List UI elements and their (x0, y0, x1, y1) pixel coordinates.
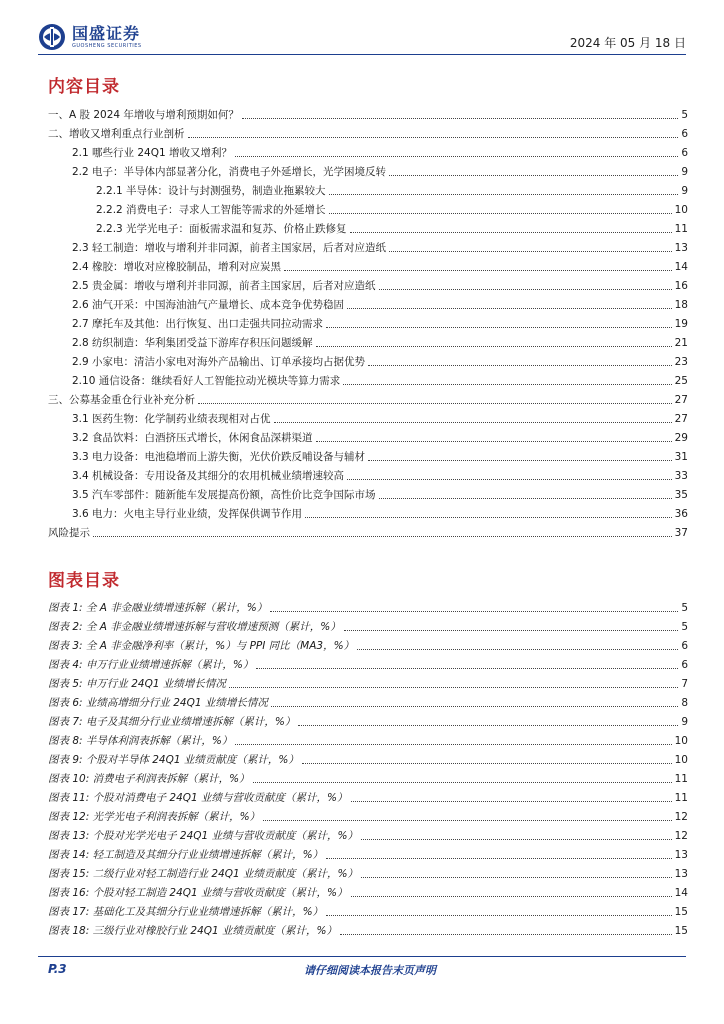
figure-entry[interactable]: 图表 15: 二级行业对轻工制造行业 24Q1 业绩贡献度（累计，%） 13 (48, 868, 688, 880)
toc-entry[interactable]: 2.10 通信设备：继续看好人工智能拉动光模块等算力需求 25 (72, 375, 688, 387)
report-date: 2024 年 05 月 18 日 (569, 36, 686, 50)
toc-entry[interactable]: 3.3 电力设备：电池稳增而上游失衡，光伏价跌反哺设备与辅材 31 (72, 451, 688, 463)
figure-entry[interactable]: 图表 13: 个股对光学光电子 24Q1 业绩与营收贡献度（累计，%） 12 (48, 830, 688, 842)
toc-entry[interactable]: 二、增收又增利重点行业剖析 6 (48, 128, 688, 140)
toc-entry[interactable]: 风险提示 37 (48, 527, 688, 539)
toc-entry[interactable]: 2.2 电子：半导体内部显著分化，消费电子外延增长，光学困境反转 9 (72, 166, 688, 178)
toc-entry[interactable]: 2.7 摩托车及其他：出行恢复、出口走强共同拉动需求 19 (72, 318, 688, 330)
disclaimer-note: 请仔细阅读本报告末页声明 (304, 964, 436, 977)
toc-entry[interactable]: 一、A 股 2024 年增收与增利预期如何？ 5 (48, 109, 688, 121)
toc-entry[interactable]: 2.2.1 半导体：设计与封测强势，制造业拖累较大 9 (96, 185, 688, 197)
figure-entry[interactable]: 图表 7: 电子及其细分行业业绩增速拆解（累计，%） 9 (48, 716, 688, 728)
page-header (38, 22, 686, 52)
footer-divider (38, 956, 686, 957)
company-logo (38, 22, 142, 52)
figure-entry[interactable]: 图表 5: 申万行业 24Q1 业绩增长情况 7 (48, 678, 688, 690)
logo-icon (38, 23, 66, 51)
figure-entry[interactable]: 图表 4: 申万行业业绩增速拆解（累计，%） 6 (48, 659, 688, 671)
page-number: P.3 (48, 962, 67, 976)
figure-entry[interactable]: 图表 3: 全 A 非金融净利率（累计，%）与 PPI 同比（MA3，%） 6 (48, 640, 688, 652)
toc-entry[interactable]: 3.2 食品饮料：白酒挤压式增长，休闲食品深耕渠道 29 (72, 432, 688, 444)
figure-entry[interactable]: 图表 12: 光学光电子利润表拆解（累计，%） 12 (48, 811, 688, 823)
figures-title: 图表目录 (48, 571, 120, 591)
figure-entry[interactable]: 图表 14: 轻工制造及其细分行业业绩增速拆解（累计，%） 13 (48, 849, 688, 861)
header-divider (38, 54, 686, 55)
toc-entry[interactable]: 2.1 哪些行业 24Q1 增收又增利？ 6 (72, 147, 688, 159)
toc-entry[interactable]: 3.1 医药生物：化学制药业绩表现相对占优 27 (72, 413, 688, 425)
figure-entry[interactable]: 图表 9: 个股对半导体 24Q1 业绩贡献度（累计，%） 10 (48, 754, 688, 766)
toc-entry[interactable]: 3.5 汽车零部件：随新能车发展提高份额，高性价比竞争国际市场 35 (72, 489, 688, 501)
toc-entry[interactable]: 2.6 油气开采：中国海油油气产量增长、成本竞争优势稳固 18 (72, 299, 688, 311)
toc-entry[interactable]: 2.4 橡胶：增收对应橡胶制品，增利对应炭黑 14 (72, 261, 688, 273)
figure-entry[interactable]: 图表 11: 个股对消费电子 24Q1 业绩与营收贡献度（累计，%） 11 (48, 792, 688, 804)
company-name-cn: 国盛证券 (72, 23, 141, 43)
toc-entry[interactable]: 3.6 电力：火电主导行业业绩，发挥保供调节作用 36 (72, 508, 688, 520)
figure-entry[interactable]: 图表 16: 个股对轻工制造 24Q1 业绩与营收贡献度（累计，%） 14 (48, 887, 688, 899)
figure-entry[interactable]: 图表 10: 消费电子利润表拆解（累计，%） 11 (48, 773, 688, 785)
figure-entry[interactable]: 图表 17: 基础化工及其细分行业业绩增速拆解（累计，%） 15 (48, 906, 688, 918)
contents-title: 内容目录 (48, 77, 120, 97)
figure-entry[interactable]: 图表 18: 三级行业对橡胶行业 24Q1 业绩贡献度（累计，%） 15 (48, 925, 688, 937)
figure-entry[interactable]: 图表 8: 半导体利润表拆解（累计，%） 10 (48, 735, 688, 747)
toc-entry[interactable]: 2.3 轻工制造：增收与增利并非同源，前者主国家居，后者对应造纸 13 (72, 242, 688, 254)
company-name-en: GUOSHENG SECURITIES (72, 42, 142, 49)
toc-entry[interactable]: 2.5 贵金属：增收与增利并非同源，前者主国家居，后者对应造纸 16 (72, 280, 688, 292)
toc-entry[interactable]: 2.2.2 消费电子：寻求人工智能等需求的外延增长 10 (96, 204, 688, 216)
toc-entry[interactable]: 2.9 小家电：清洁小家电对海外产品输出、订单承接均占据优势 23 (72, 356, 688, 368)
toc-entry[interactable]: 三、公募基金重仓行业补充分析 27 (48, 394, 688, 406)
toc-entry[interactable]: 3.4 机械设备：专用设备及其细分的农用机械业绩增速较高 33 (72, 470, 688, 482)
figure-entry[interactable]: 图表 1: 全 A 非金融业绩增速拆解（累计，%） 5 (48, 602, 688, 614)
toc-entry[interactable]: 2.2.3 光学光电子：面板需求温和复苏、价格止跌修复 11 (96, 223, 688, 235)
toc-entry[interactable]: 2.8 纺织制造：华利集团受益下游库存积压问题缓解 21 (72, 337, 688, 349)
figure-entry[interactable]: 图表 2: 全 A 非金融业绩增速拆解与营收增速预测（累计，%） 5 (48, 621, 688, 633)
figure-entry[interactable]: 图表 6: 业绩高增细分行业 24Q1 业绩增长情况 8 (48, 697, 688, 709)
